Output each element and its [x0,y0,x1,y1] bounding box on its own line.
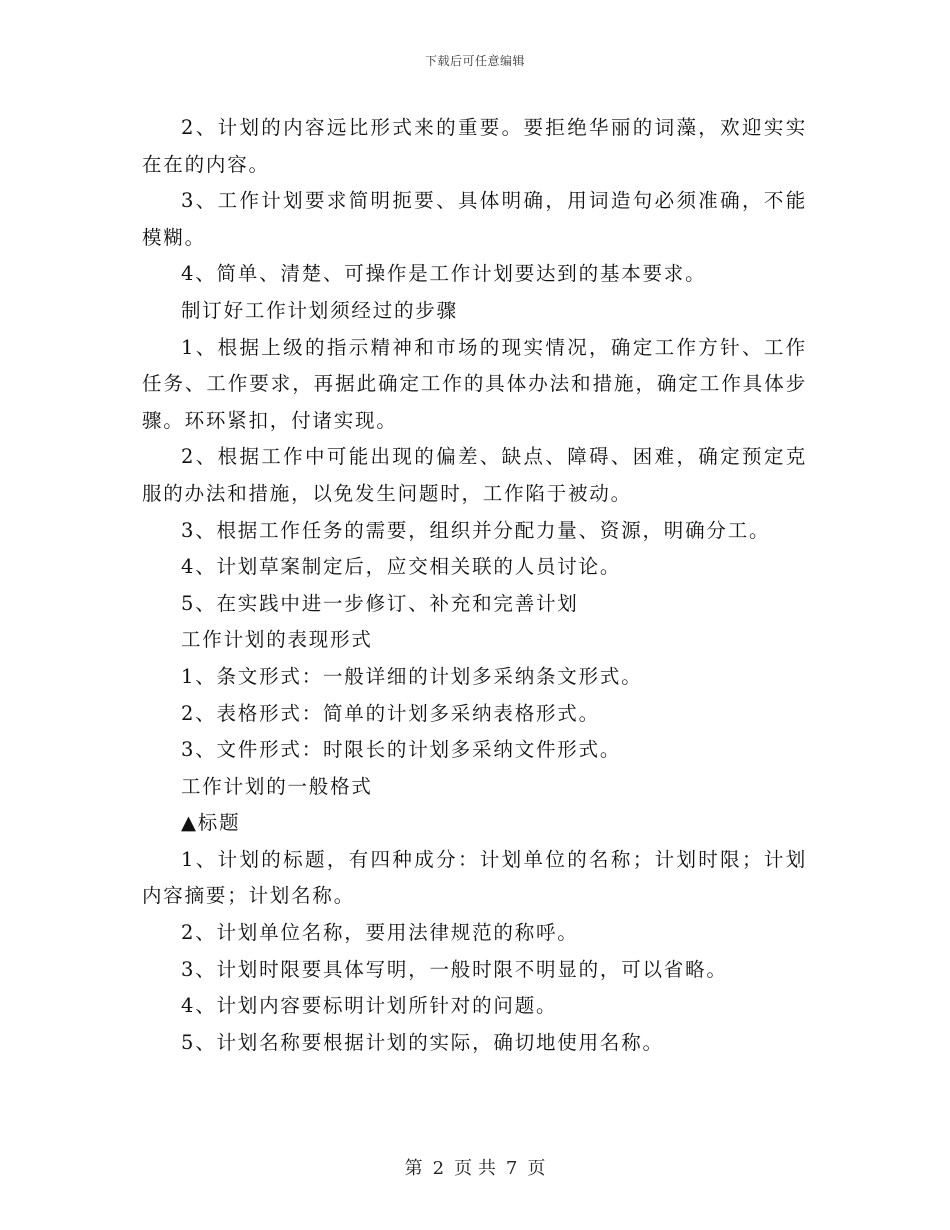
section-heading: 工作计划的表现形式 [181,628,373,652]
paragraph: 4、简单、清楚、可操作是工作计划要达到的基本要求。 [181,262,707,286]
paragraph: 3、根据工作任务的需要，组织并分配力量、资源，明确分工。 [181,518,771,542]
section-heading: 工作计划的一般格式 [181,774,373,798]
document-body [142,110,807,1061]
footer-suffix: 页 [527,1158,546,1179]
paragraph: 3、计划时限要具体写明，一般时限不明显的，可以省略。 [181,957,728,981]
paragraph: 2、计划的内容远比形式来的重要。要拒绝华丽的词藻，欢迎实实在在的内容。 [142,116,807,176]
paragraph: 2、表格形式：简单的计划多采纳表格形式。 [181,701,600,725]
paragraph: 1、条文形式：一般详细的计划多采纳条文形式。 [181,664,643,688]
section-heading: 制订好工作计划须经过的步骤 [181,298,458,322]
paragraph: 4、计划内容要标明计划所针对的问题。 [181,994,558,1018]
subsection-heading: ▲标题 [181,811,241,835]
paragraph: 1、计划的标题，有四种成分：计划单位的名称；计划时限；计划内容摘要；计划名称。 [142,847,807,908]
footer-middle: 页 共 [454,1158,496,1179]
paragraph: 3、工作计划要求简明扼要、具体明确，用词造句必须准确，不能模糊。 [142,189,807,249]
page-footer [0,1154,950,1180]
paragraph: 5、在实践中进一步修订、补充和完善计划 [181,591,579,615]
page-number: 2 [432,1158,445,1179]
page-header: 下载后可任意编辑 [424,54,525,68]
paragraph: 5、计划名称要根据计划的实际，确切地使用名称。 [181,1030,664,1054]
total-pages: 7 [505,1158,518,1179]
paragraph: 3、文件形式：时限长的计划多采纳文件形式。 [181,738,622,762]
paragraph: 1、根据上级的指示精神和市场的现实情况，确定工作方针、工作任务、工作要求，再据此确定工作的具体办法和措施，确定工作具体步骤。环环紧扣，付诸实现。 [142,335,807,432]
paragraph: 2、计划单位名称，要用法律规范的称呼。 [181,921,579,945]
footer-prefix: 第 [404,1158,423,1179]
paragraph: 4、计划草案制定后，应交相关联的人员讨论。 [181,555,622,579]
paragraph: 2、根据工作中可能出现的偏差、缺点、障碍、困难，确定预定克服的办法和措施，以免发生问题时，工作陷于被动。 [142,445,807,505]
